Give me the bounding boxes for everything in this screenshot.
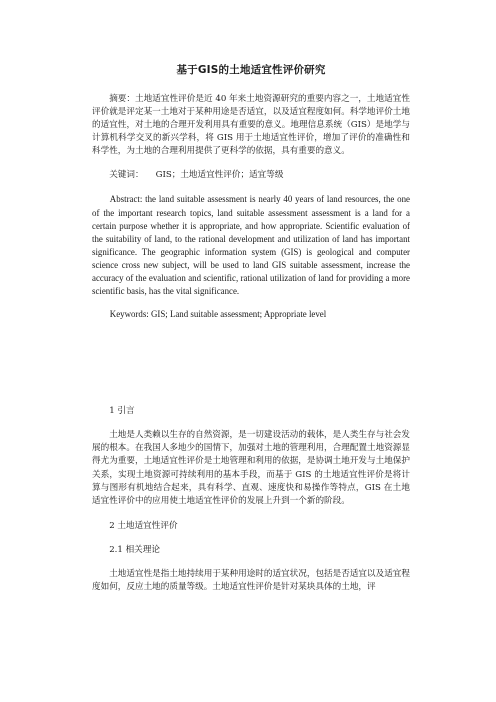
abstract-en: Abstract: the land suitable assessment is nearly 40 years of land resources, the one of the important research topics, land suitable assessment assessment is a land for a certain purpose whether it is appropriate, and how appropriate. Scientific evaluation of the suitability of land, to the rational development and utilization of land has important significance. The geographic information system (GIS) is geological and computer science cross new subject, will be used to land GIS suitable assessment, increase the accuracy of the evaluation and scientific, rational utilization of land for providing a more scientific basis, has the vital significance. bbox=[92, 194, 410, 297]
abstract-cn: 摘要：土地适宜性评价是近 40 年来土地资源研究的重要内容之一，土地适宜性评价就是评定某一土地对于某种用途是否适宜，以及适宜程度如何。科学地评价土地的适宜性，对土地的合理开发利用具有重要的意义。地理信息系统（GIS）是地学与计算机科学交叉的新兴学科，将 GIS 用于土地适宜性评价，增加了评价的准确性和科学性，为土地的合理利用提供了更科学的依据，具有重要的意义。 bbox=[92, 94, 410, 157]
section-2-1-body: 土地适宜性是指土地持续用于某种用途时的适宜状况，包括是否适宜以及适宜程度如何，反应土地的质量等级。土地适宜性评价是针对某块具体的土地，评 bbox=[92, 568, 410, 592]
blank-gap bbox=[92, 319, 410, 393]
paper-title: 基于GIS的土地适宜性评价研究 bbox=[176, 64, 326, 76]
section-2-1-heading: 2.1 相关理论 bbox=[109, 544, 160, 555]
section-1-heading: 1 引言 bbox=[109, 406, 135, 417]
section-2-heading: 2 土地适宜性评价 bbox=[109, 520, 178, 531]
keywords-cn bbox=[92, 169, 410, 182]
keywords-en: Keywords: GIS; Land suitable assessment; Appropriate level bbox=[109, 309, 327, 320]
keywords-cn-label: 关键词： bbox=[109, 170, 144, 181]
section-1-body: 土地是人类赖以生存的自然资源，是一切建设活动的载体，是人类生存与社会发展的根本。在我国人多地少的国情下，加强对土地的管理利用，合理配置土地资源显得尤为重要，土地适宜性评价是土地管理和利用的依据，是协调土地开发与土地保护关系，实现土地资源可持续利用的基本手段，而基于 GIS 的土地适宜性评价是将计算与图形有机地结合起来，具有科学、直观、速度快和易操作等特点，GIS 在土地适宜性评价中的应用使土地适宜性评价的发展上升到一个新的阶段。 bbox=[92, 430, 410, 506]
keywords-cn-text: GIS；土地适宜性评价；适宜等级 bbox=[155, 170, 284, 181]
